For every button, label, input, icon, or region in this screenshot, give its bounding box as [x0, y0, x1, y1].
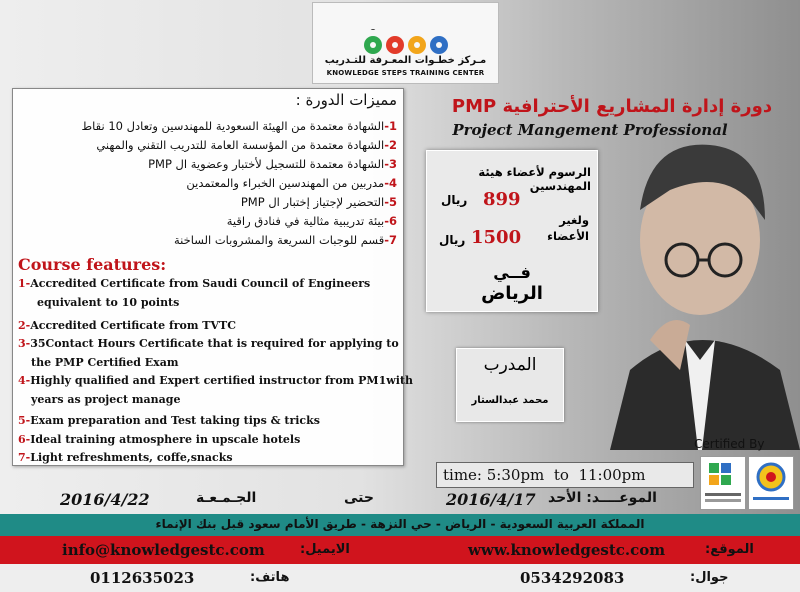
feature-ar-text: بيئة تدريبية مثالية في فنادق راقية — [226, 214, 385, 228]
feature-en-num: 3- — [18, 337, 31, 350]
fees-currency: ريال — [441, 193, 468, 207]
tvtc-logo — [700, 456, 746, 510]
feature-ar-text: الشهادة معتمدة من المؤسسة العامة للتدريب التقني والمهني — [96, 138, 385, 152]
feature-ar-item — [227, 214, 397, 228]
feature-en-item — [18, 319, 236, 332]
until-word: حتى — [344, 490, 374, 506]
feature-ar-item — [96, 138, 397, 152]
fees-members-price: 899 — [483, 189, 521, 210]
logo-english-name: KNOWLEDGE STEPS TRAINING CENTER — [326, 69, 485, 77]
fees-in-word: فــي — [493, 263, 531, 282]
tvtc-logo-icon — [701, 457, 745, 509]
certified-by-label: Certified By — [694, 437, 765, 451]
feature-ar-num: 7- — [384, 233, 397, 247]
sce-logo-icon — [749, 457, 793, 509]
feature-ar-text: مدربين من المهندسين الخبراء والمعتمدين — [186, 176, 385, 190]
address: المملكة العربية السعودية - الرياض - حي النزهة - طريق الأمام سعود قبل بنك الإنماء — [155, 517, 645, 531]
logo-arabic-name: مـركز خطـوات المعـرفة للتـدريب — [324, 55, 487, 66]
website-label: الموقع: — [705, 542, 754, 557]
trainer-box — [456, 348, 564, 422]
feature-ar-num: 6- — [384, 214, 397, 228]
mobile[interactable]: 0534292083 — [520, 569, 625, 587]
phone[interactable]: 0112635023 — [90, 569, 195, 587]
phone-label: هاتف: — [250, 570, 290, 585]
feature-en-item — [37, 296, 179, 309]
feature-ar-num: 3- — [384, 157, 397, 171]
feature-ar-num: 2- — [384, 138, 397, 152]
feature-en-item — [18, 414, 320, 427]
fees-city: الرياض — [481, 283, 543, 304]
feature-ar-text: التحضير لإجتياز إختبار ال PMP — [240, 195, 385, 209]
email-label: الايميل: — [300, 542, 350, 557]
feature-ar-item — [174, 233, 397, 247]
features-ar-title: مميزات الدورة : — [295, 91, 397, 109]
feature-en-item — [18, 433, 300, 446]
time-box — [436, 462, 694, 488]
feature-en-text: Light refreshments, coffe,snacks — [30, 451, 233, 464]
sce-logo — [748, 456, 794, 510]
feature-en-item — [31, 393, 180, 406]
email[interactable]: info@knowledgestc.com — [62, 541, 265, 559]
feature-ar-num: 4- — [384, 176, 397, 190]
feature-en-text: Accredited Certificate from TVTC — [30, 319, 236, 332]
end-day: الجـمـعـة — [196, 490, 257, 506]
logo — [312, 2, 499, 84]
trainer-label: المدرب — [483, 355, 537, 375]
feature-en-num: 4- — [18, 374, 31, 387]
fees-others-price: 1500 — [471, 227, 522, 248]
feature-en-item — [18, 451, 233, 464]
end-date: 2016/4/22 — [60, 490, 150, 509]
features-en-title: Course features: — [18, 255, 167, 274]
feature-en-text: Ideal training atmosphere in upscale hotels — [30, 433, 301, 446]
fees-currency: ريال — [439, 233, 466, 247]
feature-ar-text: الشهادة معتمدة من الهيئة السعودية للمهندسين وتعادل 10 نقاط — [81, 119, 385, 133]
feature-ar-num: 5- — [384, 195, 397, 209]
feature-en-text: years as project manage — [31, 393, 181, 406]
mobile-label: جوال: — [690, 570, 729, 585]
feature-en-item — [18, 277, 370, 290]
feature-en-num: 2- — [18, 319, 31, 332]
time-label: time: — [443, 466, 482, 484]
thinking-man-image — [590, 110, 800, 450]
feature-en-text: Exam preparation and Test taking tips & tricks — [30, 414, 320, 427]
feature-en-text: the PMP Certified Exam — [31, 356, 179, 369]
address-bar — [0, 514, 800, 536]
time-to-word: to — [553, 466, 569, 484]
feature-en-item — [18, 374, 413, 387]
feature-ar-item — [186, 176, 397, 190]
features-panel — [12, 88, 413, 466]
feature-en-text: equivalent to 10 points — [37, 296, 180, 309]
feature-ar-text: قسم للوجبات السريعة والمشروبات الساخنة — [173, 233, 385, 247]
fees-others-label-2: الأعضاء — [547, 229, 589, 243]
fees-box — [426, 150, 598, 312]
contact-bar-light — [0, 564, 800, 592]
gears-runners-icon — [343, 29, 463, 55]
feature-ar-item — [241, 195, 397, 209]
feature-en-num: 5- — [18, 414, 31, 427]
feature-en-text: 35Contact Hours Certificate that is required for applying to — [30, 337, 399, 350]
trainer-name: محمد عبدالستار — [471, 395, 549, 406]
fees-members-label: الرسوم لأعضاء هيئة المهندسين — [478, 165, 591, 193]
start-label: الموعــــد: الأحد — [548, 490, 657, 506]
feature-en-num: 7- — [18, 451, 31, 464]
feature-ar-item — [81, 119, 397, 133]
feature-en-text: Accredited Certificate from Saudi Council of Engineers — [30, 277, 371, 290]
feature-ar-text: الشهادة معتمدة للتسجيل لأختبار وعضوية ال PMP — [148, 157, 385, 171]
time-from: 5:30pm — [486, 466, 545, 484]
time-to: 11:00pm — [578, 466, 646, 484]
feature-en-text: Highly qualified and Expert certified instructor from PM1with — [30, 374, 413, 387]
feature-en-num: 1- — [18, 277, 31, 290]
start-date: 2016/4/17 — [446, 490, 536, 509]
feature-ar-num: 1- — [384, 119, 397, 133]
fees-others-label: ولغير — [559, 213, 589, 227]
course-title-english: Project Mangement Professional — [452, 121, 728, 139]
feature-en-item — [31, 356, 179, 369]
feature-en-num: 6- — [18, 433, 31, 446]
course-title-arabic: دورة إدارة المشاريع الأحترافية PMP — [451, 96, 773, 117]
contact-bar-red — [0, 536, 800, 564]
website[interactable]: www.knowledgestc.com — [468, 541, 666, 559]
feature-ar-item — [148, 157, 397, 171]
feature-en-item — [18, 337, 399, 350]
